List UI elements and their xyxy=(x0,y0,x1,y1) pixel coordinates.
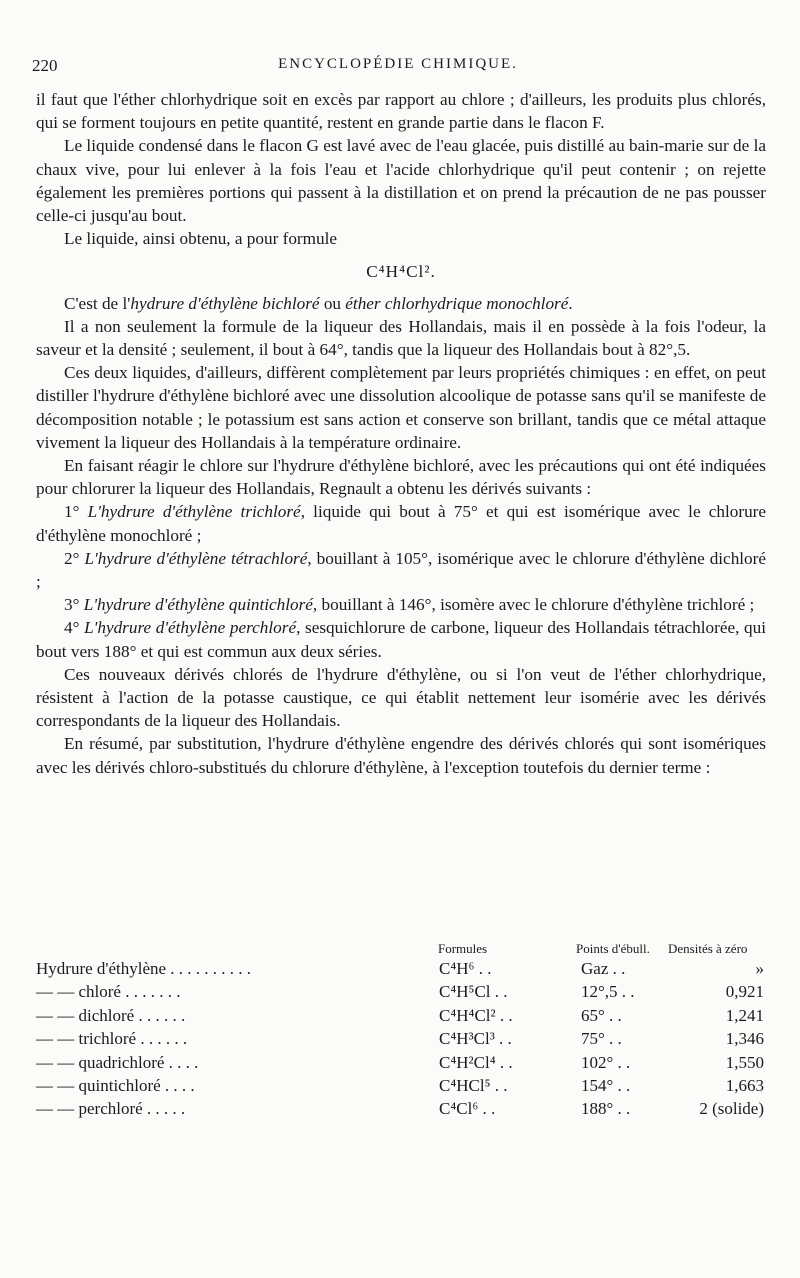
boiling-point-cell: 65° . . xyxy=(581,1005,622,1025)
chemical-formula xyxy=(36,260,766,283)
text-run: , sesquichlorure de carbone, liqueur des Hollandais tétrachlorée, qui bout vers 188° et qui est commun aux deux séries. xyxy=(36,618,766,661)
page-header xyxy=(32,56,764,82)
list-number: 1° xyxy=(64,502,88,522)
boiling-point-cell: 188° . . xyxy=(581,1099,631,1119)
compound-name: L'hydrure d'éthylène trichloré xyxy=(87,502,301,522)
formula-cell: C⁴H⁵Cl . . xyxy=(439,982,508,1002)
page-number: 220 xyxy=(32,56,58,75)
compound-name-cell: — — perchloré . . . . . xyxy=(36,1099,186,1119)
compound-name: hydrure d'éthylène bichloré xyxy=(130,293,320,313)
formula-cell: C⁴H²Cl⁴ . . xyxy=(439,1052,513,1072)
table-row xyxy=(36,1053,766,1076)
list-number: 4° xyxy=(64,618,85,638)
text-run: , bouillant à 146°, isomère avec le chlorure d'éthylène trichloré ; xyxy=(312,595,755,615)
column-header-boiling: Points d'ébull. xyxy=(576,941,650,956)
compound-name-cell: Hydrure d'éthylène . . . . . . . . . . xyxy=(36,959,252,978)
compound-name: L'hydrure d'éthylène tétrachloré xyxy=(84,548,308,568)
formula-cell: C⁴HCl⁵ . . xyxy=(439,1075,508,1095)
boiling-point-cell: 12°,5 . . xyxy=(581,982,635,1002)
list-number: 3° xyxy=(64,595,84,615)
boiling-point-cell: Gaz . . xyxy=(581,959,626,978)
paragraph: Le liquide, ainsi obtenu, a pour formule xyxy=(64,229,338,249)
compound-name-cell: — — chloré . . . . . . . xyxy=(36,982,181,1002)
compound-table xyxy=(36,941,766,1123)
density-cell: » xyxy=(755,959,764,978)
column-header-density: Densités à zéro xyxy=(668,941,748,956)
density-cell: 1,550 xyxy=(725,1052,764,1072)
boiling-point-cell: 154° . . xyxy=(581,1075,631,1095)
compound-name: éther chlorhydrique monochloré xyxy=(345,293,569,313)
compound-name-cell: — — dichloré . . . . . . xyxy=(36,1005,186,1025)
text-run: ou xyxy=(319,293,346,313)
boiling-point-cell: 102° . . xyxy=(581,1052,631,1072)
list-item xyxy=(36,547,766,593)
text-run: , bouillant à 105°, isomérique avec le chlorure d'éthylène dichloré ; xyxy=(36,548,767,592)
paragraph: En résumé, par substitution, l'hydrure d'éthylène engendre des dérivés chlorés qui sont isomériques avec les dérivés chloro-substitués du chlorure d'éthylène, à l'exception toutefois du dernier terme : xyxy=(36,734,766,777)
compound-name: L'hydrure d'éthylène quintichloré xyxy=(83,595,313,615)
text-run: , liquide qui bout à 75° et qui est isomérique avec le chlorure d'éthylène monochloré ; xyxy=(36,502,767,545)
paragraph xyxy=(36,292,766,315)
paragraph: Il a non seulement la formule de la liqueur des Hollandais, mais il en possède à la fois l'odeur, la saveur et la densité ; seulement, il bout à 64°, tandis que la liqueur des Hollandais bout à 82°,5. xyxy=(36,316,766,360)
table-row xyxy=(36,1076,766,1099)
table-row xyxy=(36,982,766,1005)
list-item xyxy=(36,500,766,546)
list-number: 2° xyxy=(64,548,85,568)
table-body xyxy=(36,959,766,1123)
density-cell: 1,346 xyxy=(725,1029,764,1049)
text-run: C'est de l' xyxy=(64,293,131,313)
text-run: . xyxy=(568,293,573,313)
paragraph: Ces deux liquides, d'ailleurs, diffèrent complètement par leurs propriétés chimiques : en effet, on peut distiller l'hydrure d'éthylène bichloré avec une dissolution alcoolique de potasse sans qu'il se manifeste de décomposition notable ; le potassium est sans action et conserve son brillant, tandis que ce métal attaque vivement la liqueur des Hollandais à la température ordinaire. xyxy=(36,363,766,452)
table-row xyxy=(36,959,766,982)
formula-text: C⁴H⁴Cl². xyxy=(366,262,436,282)
density-cell: 0,921 xyxy=(725,982,764,1002)
formula-cell: C⁴H⁶ . . xyxy=(439,959,492,978)
density-cell: 2 (solide) xyxy=(699,1099,764,1119)
table-row xyxy=(36,1099,766,1122)
paragraph: En faisant réagir le chlore sur l'hydrure d'éthylène bichloré, avec les précautions qui ont été indiquées pour chlorurer la liqueur des Hollandais, Regnault a obtenu les dérivés suivants : xyxy=(36,456,766,499)
table-row xyxy=(36,1006,766,1029)
table-row xyxy=(36,1029,766,1052)
paragraph: Ces nouveaux dérivés chlorés de l'hydrure d'éthylène, ou si l'on veut de l'éther chlorhydrique, résistent à l'action de la potasse caustique, ce qui établit nettement leur isomérie avec les dérivés correspondants de la liqueur des Hollandais. xyxy=(36,664,766,731)
density-cell: 1,241 xyxy=(725,1005,764,1025)
compound-name-cell: — — trichloré . . . . . . xyxy=(36,1029,188,1049)
list-item xyxy=(36,616,766,662)
paragraph: Le liquide condensé dans le flacon G est lavé avec de l'eau glacée, puis distillé au bain-marie sur de la chaux vive, pour lui enlever à la fois l'eau et l'acide chlorhydrique qu'il peut contenir ; on rejette également les premières portions qui passent à la distillation et on prend la précaution de ne pas pousser celle-ci jusqu'au bout. xyxy=(36,136,766,226)
table-header xyxy=(36,941,766,959)
running-title: ENCYCLOPÉDIE CHIMIQUE. xyxy=(278,56,518,72)
compound-name-cell: — — quintichloré . . . . xyxy=(36,1075,195,1095)
formula-cell: C⁴H⁴Cl² . . xyxy=(439,1005,513,1025)
body-text xyxy=(36,88,766,779)
paragraph: il faut que l'éther chlorhydrique soit en excès par rapport au chlore ; d'ailleurs, les produits plus chlorés, qui se forment toujours en petite quantité, restent en grande partie dans le flacon F. xyxy=(36,90,766,133)
list-item xyxy=(36,593,766,616)
boiling-point-cell: 75° . . xyxy=(581,1029,622,1049)
compound-name: L'hydrure d'éthylène perchloré xyxy=(84,618,297,638)
density-cell: 1,663 xyxy=(725,1075,764,1095)
compound-name-cell: — — quadrichloré . . . . xyxy=(36,1052,199,1072)
formula-cell: C⁴H³Cl³ . . xyxy=(439,1029,512,1049)
formula-cell: C⁴Cl⁶ . . xyxy=(439,1099,496,1119)
column-header-formula: Formules xyxy=(438,941,488,956)
